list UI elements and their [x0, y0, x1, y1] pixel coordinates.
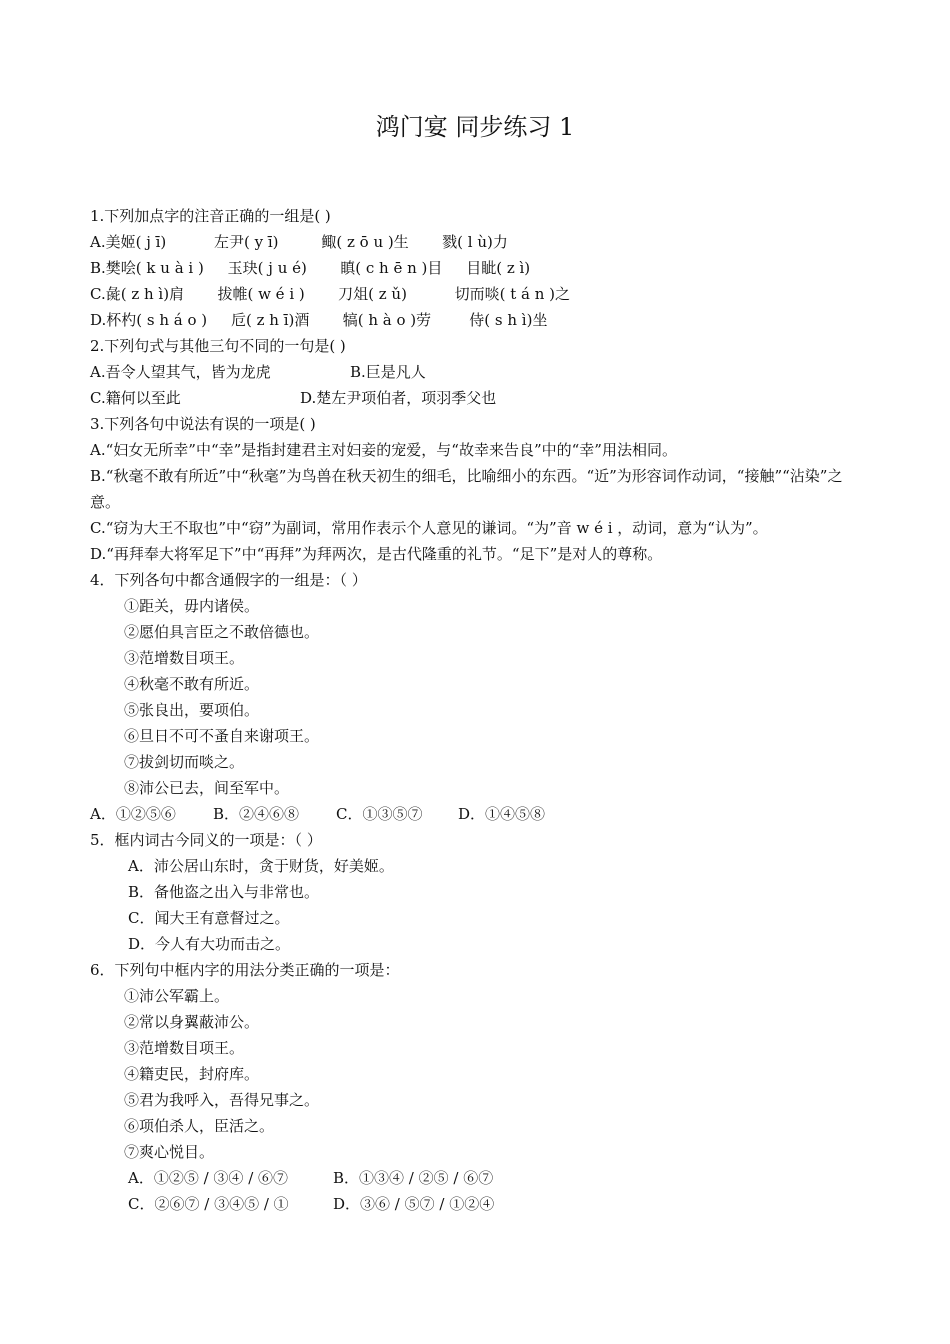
q4-option-d: D．①④⑤⑧ — [458, 805, 546, 823]
q4-item: ①距关，毋内诸侯。 — [124, 597, 260, 615]
q1-option-d: D.杯杓( s h á o ) 卮( z h ī)酒 犒( h à o )劳 侍( s h ì)坐 — [90, 311, 548, 329]
q4-item: ③范增数目项王。 — [124, 649, 245, 667]
q4-stem: 4．下列各句中都含通假字的一组是：（ ） — [90, 571, 367, 589]
q1-option-b: B.樊哙( k u à i ) 玉玦( j u é) 瞋( c h ē n )目 目眦( z ì) — [90, 259, 531, 277]
q5-option-a: A．沛公居山东时，贪于财货，好美姬。 — [128, 857, 394, 875]
q3-option-a: A.“妇女无所幸”中“幸”是指封建君主对妇妾的宠爱，与“故幸来告良”中的“幸”用法相同。 — [90, 441, 677, 459]
q6-item: ③范增数目项王。 — [124, 1039, 245, 1057]
q6-item: ⑥项伯杀人，臣活之。 — [124, 1117, 275, 1135]
page-title: 鸿门宴 同步练习 1 — [375, 113, 575, 141]
q5-stem: 5．框内词古今同义的一项是：（ ） — [90, 831, 322, 849]
q6-option-b: B．①③④ / ②⑤ / ⑥⑦ — [333, 1169, 494, 1187]
q3-option-c: C.“窃为大王不取也”中“窃”为副词，常用作表示个人意见的谦词。“为”音 w é i ，动词，意为“认为”。 — [90, 519, 768, 537]
q2-stem: 2.下列句式与其他三句不同的一句是( ) — [90, 337, 346, 355]
question-list — [90, 203, 870, 1217]
q6-item: ⑦爽心悦目。 — [124, 1143, 215, 1161]
q4-option-c: C．①③⑤⑦ — [336, 805, 423, 823]
q4-item: ⑤张良出，要项伯。 — [124, 701, 260, 719]
q2-option-a: A.吾令人望其气，皆为龙虎 — [90, 363, 271, 381]
q4-option-b: B．②④⑥⑧ — [213, 805, 300, 823]
q6-item: ⑤君为我呼入，吾得兄事之。 — [124, 1091, 320, 1109]
q1-option-a: A.美姬( j ī) 左尹( y ī) 鲰( z ō u )生 戮( l ù)力 — [90, 233, 508, 251]
q4-item: ⑧沛公已去，间至军中。 — [124, 779, 290, 797]
q6-option-a: A．①②⑤ / ③④ / ⑥⑦ — [128, 1169, 289, 1187]
q6-options-row2 — [90, 1191, 870, 1217]
q1-stem: 1.下列加点字的注音正确的一组是( ) — [90, 207, 331, 225]
q6-stem: 6．下列句中框内字的用法分类正确的一项是： — [90, 961, 400, 979]
q4-item: ⑥旦日不可不蚤自来谢项王。 — [124, 727, 320, 745]
q5-option-c: C．闻大王有意督过之。 — [128, 909, 290, 927]
q6-item: ④籍吏民，封府库。 — [124, 1065, 260, 1083]
q4-options — [90, 801, 870, 827]
q3-option-d: D.“再拜奉大将军足下”中“再拜”为拜两次，是古代隆重的礼节。“足下”是对人的尊称。 — [90, 545, 663, 563]
q6-item: ①沛公军霸上。 — [124, 987, 230, 1005]
q3-option-b: B.“秋毫不敢有所近”中“秋毫”为鸟兽在秋天初生的细毛，比喻细小的东西。“近”为形容词作动词，“接触”“沾染”之意。 — [90, 467, 843, 511]
q6-option-d: D．③⑥ / ⑤⑦ / ①②④ — [333, 1195, 495, 1213]
q2-options-row2 — [90, 385, 870, 411]
q2-option-c: C.籍何以至此 — [90, 389, 181, 407]
q6-options-row1 — [90, 1165, 870, 1191]
q6-option-c: C．②⑥⑦ / ③④⑤ / ① — [128, 1195, 289, 1213]
q6-item: ②常以身翼蔽沛公。 — [124, 1013, 260, 1031]
q5-option-d: D．今人有大功而击之。 — [128, 935, 291, 953]
q1-option-c: C.彘( z h ì)肩 拔帷( w é i ) 刀俎( z ǔ) 切而啖( t á n )之 — [90, 285, 571, 303]
q4-item: ④秋毫不敢有所近。 — [124, 675, 260, 693]
q3-stem: 3.下列各句中说法有误的一项是( ) — [90, 415, 316, 433]
q4-option-a: A．①②⑤⑥ — [90, 805, 176, 823]
q2-option-b: B.巨是凡人 — [350, 363, 426, 381]
q4-item: ⑦拔剑切而啖之。 — [124, 753, 245, 771]
q4-item: ②愿伯具言臣之不敢倍德也。 — [124, 623, 320, 641]
q2-option-d: D.楚左尹项伯者，项羽季父也 — [300, 389, 497, 407]
q5-option-b: B．备他盗之出入与非常也。 — [128, 883, 320, 901]
q2-options-row1 — [90, 359, 870, 385]
